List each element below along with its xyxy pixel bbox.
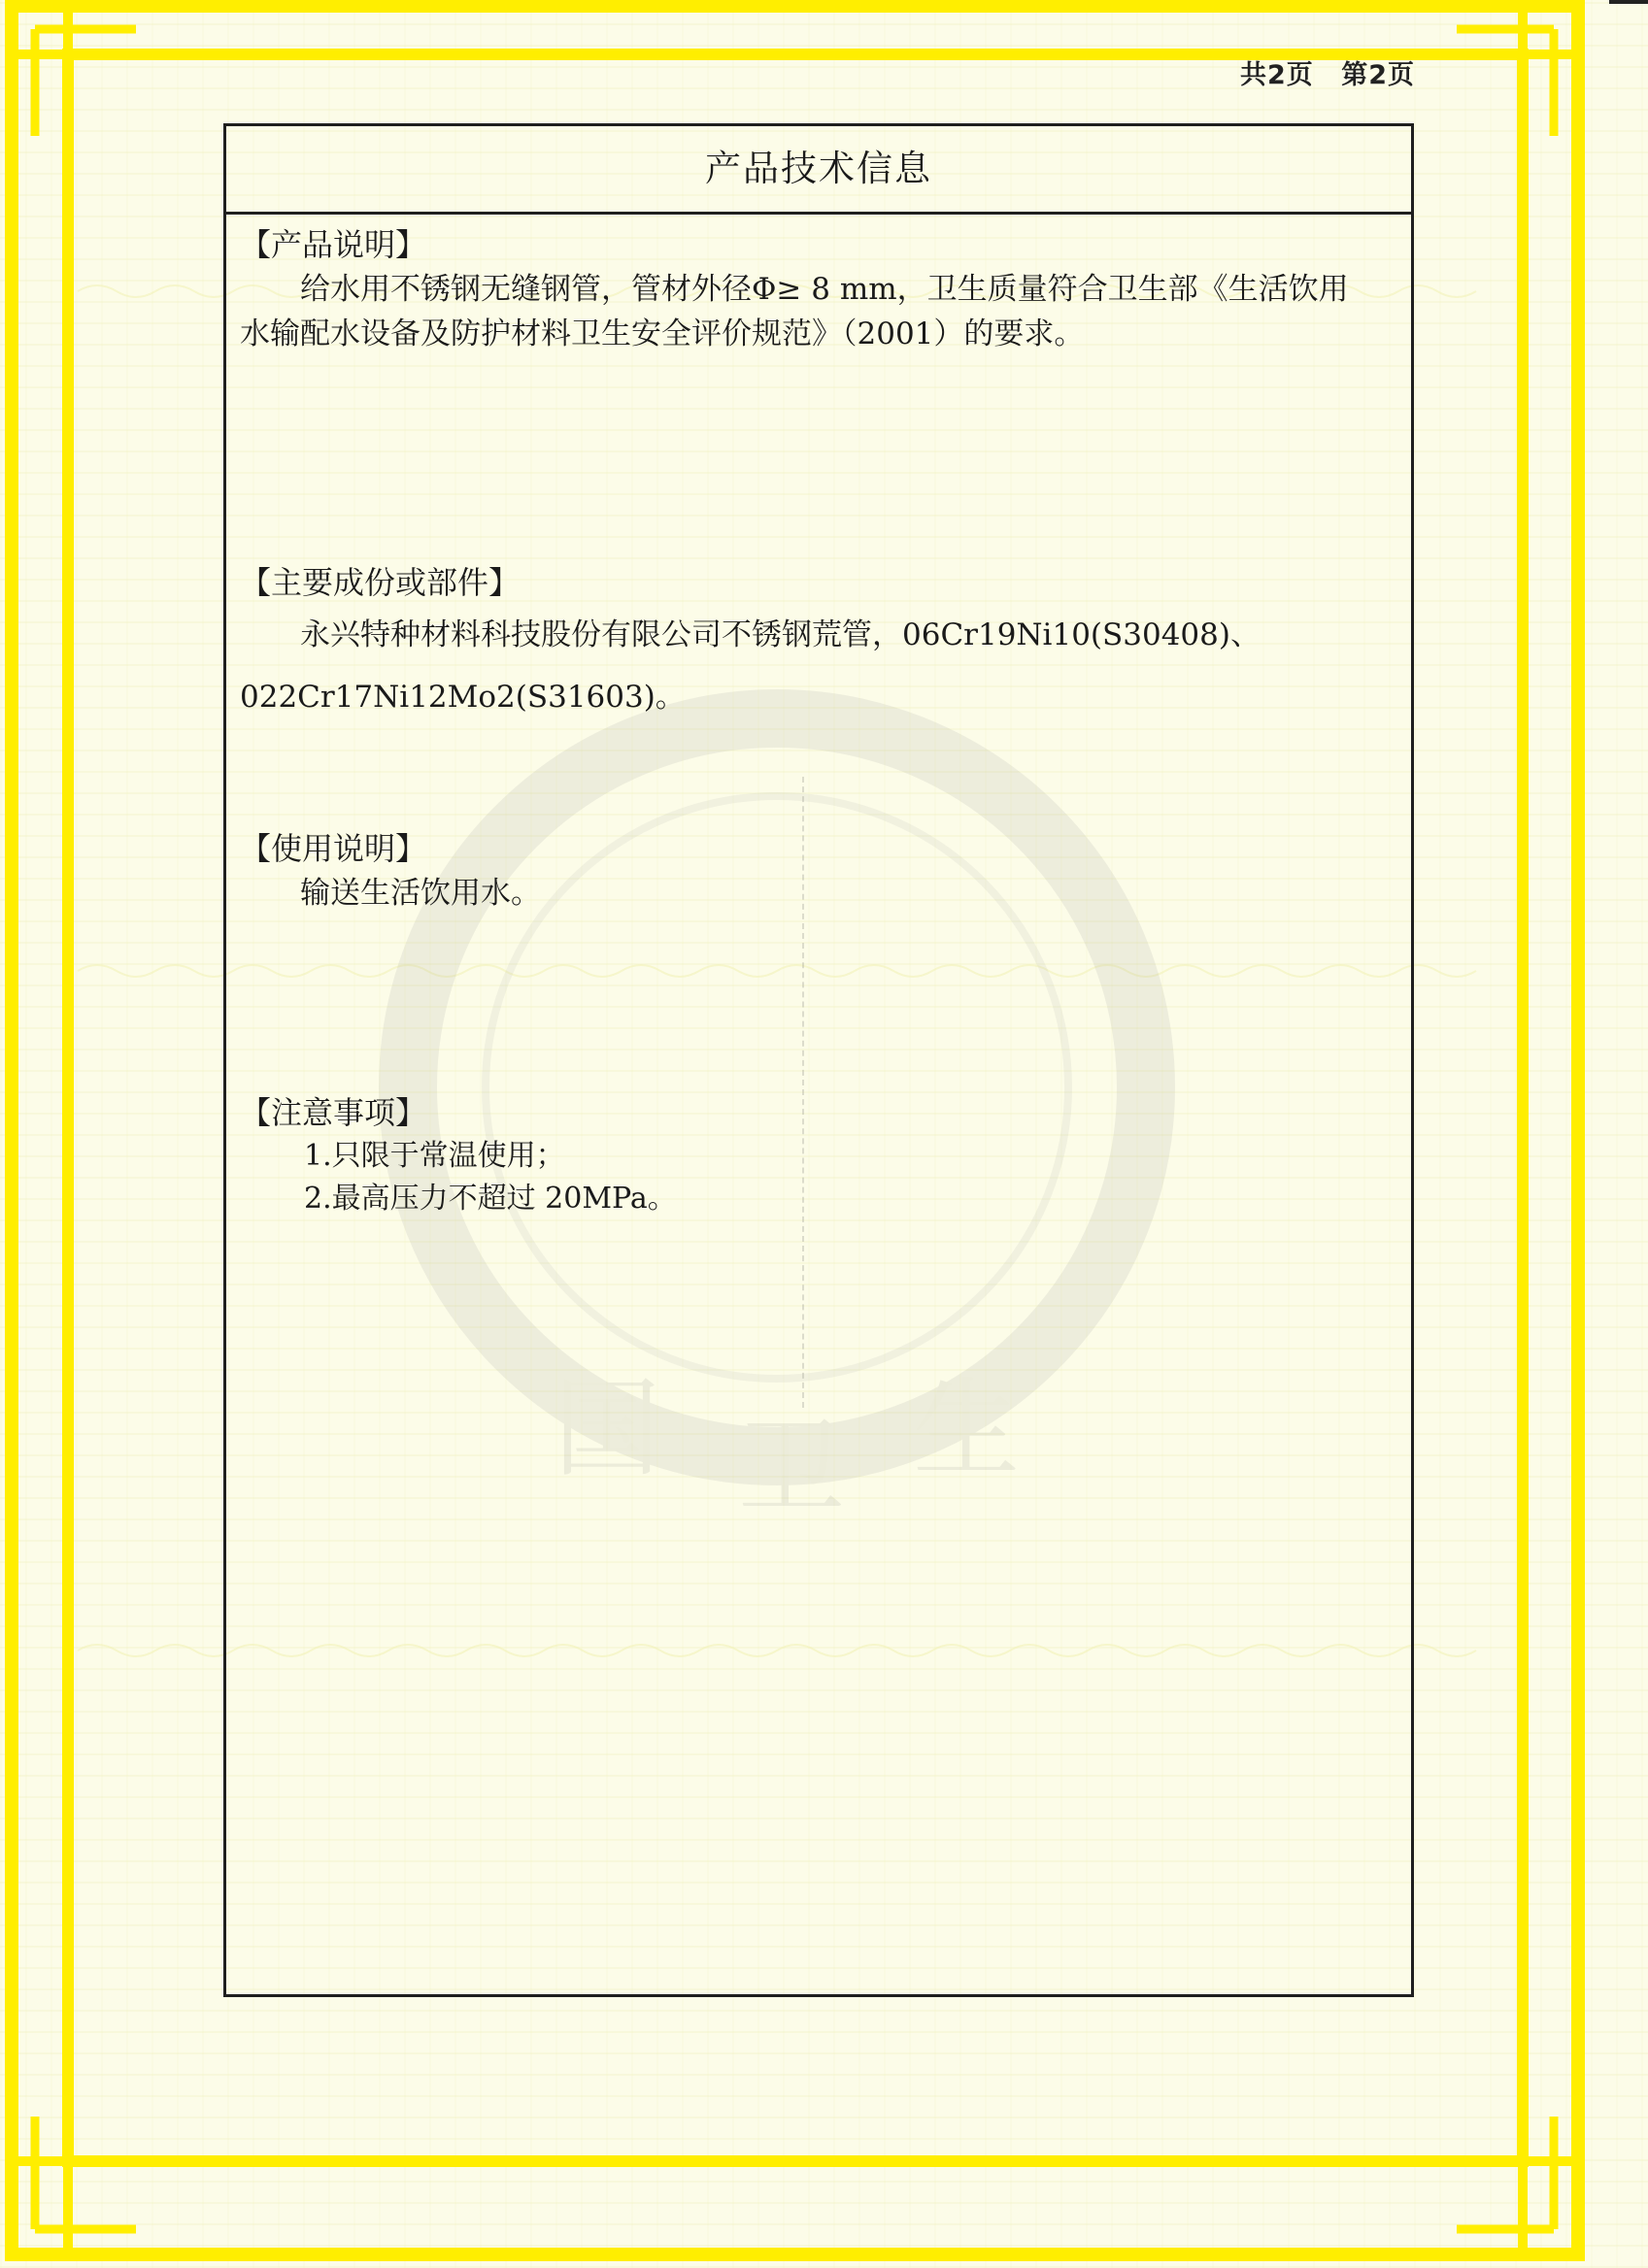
notes-item-2: 2.最高压力不超过 20MPa。 [304,1182,677,1216]
scan-edge-mark [1609,0,1648,4]
section-heading-description: 【产品说明】 [240,226,427,263]
table-content [226,215,1411,1220]
usage-line-1: 输送生活饮用水。 [300,876,541,911]
components-line-1: 永兴特种材料科技股份有限公司不锈钢荒管，06Cr19Ni10(S30408)、 [300,617,1261,652]
section-heading-notes: 【注意事项】 [240,1094,427,1131]
section-heading-components: 【主要成份或部件】 [240,564,521,601]
notes-item-1: 1.只限于常温使用； [304,1139,565,1173]
page-number: 共2页 第2页 [1240,60,1415,90]
description-line-2: 水输配水设备及防护材料卫生安全评价规范》（2001）的要求。 [240,317,1085,351]
components-line-2: 022Cr17Ni12Mo2(S31603)。 [240,680,686,715]
description-line-1: 给水用不锈钢无缝钢管，管材外径Φ≥ 8 mm，卫生质量符合卫生部《生活饮用 [300,272,1349,307]
svg-text:国: 国 [554,1367,660,1491]
svg-text:生: 生 [913,1367,1020,1491]
section-heading-usage: 【使用说明】 [240,830,427,867]
page-title: 产品技术信息 [226,126,1411,215]
svg-text:卫: 卫 [738,1406,845,1530]
product-info-table [223,123,1414,1997]
